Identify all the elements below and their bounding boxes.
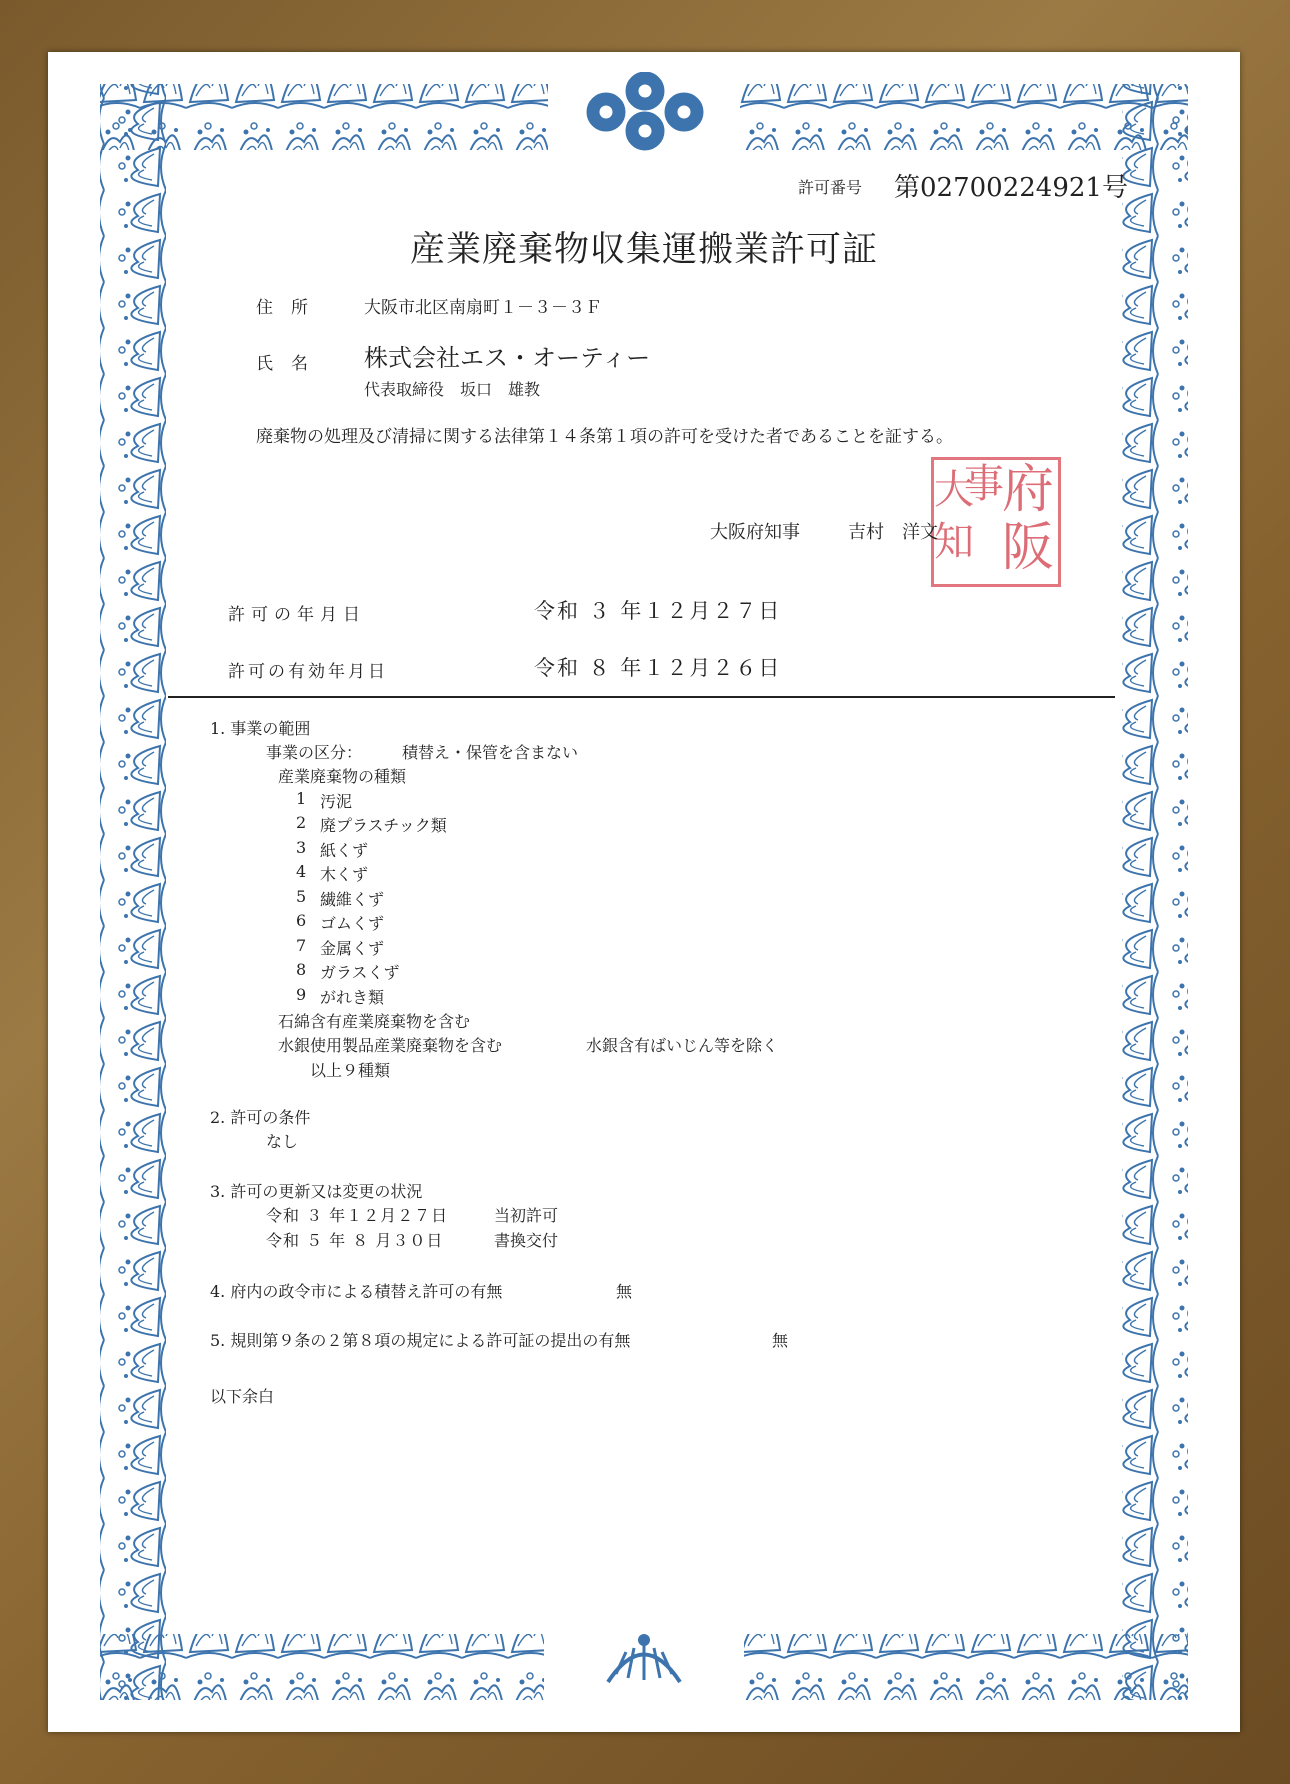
section-divider xyxy=(168,696,1115,698)
waste-item-name: がれき類 xyxy=(320,988,385,1007)
address-label: 住所 xyxy=(256,298,326,318)
name-label: 氏名 xyxy=(256,354,326,374)
business-category-value: 積替え・保管を含まない xyxy=(402,743,579,762)
permit-date-value: 令和 ３ 年１２月２７日 xyxy=(534,599,782,623)
seal-char: 事 xyxy=(964,461,1004,507)
seal-char: 府 xyxy=(1002,460,1055,520)
waste-item-name: ガラスくず xyxy=(320,963,400,982)
waste-item-name: 木くず xyxy=(320,865,369,884)
address-value: 大阪市北区南扇町１－３－３Ｆ xyxy=(364,298,602,318)
waste-item-name: 繊維くず xyxy=(320,890,385,909)
section-heading-conditions: 2. 許可の条件 xyxy=(210,1108,311,1127)
waste-item-number: 1 xyxy=(296,789,307,808)
renewal-date: 令和 ３ 年１２月２７日 xyxy=(266,1206,449,1225)
permit-date-label: 許可の年月日 xyxy=(228,605,366,625)
waste-item-number: 8 xyxy=(296,960,307,979)
waste-types-label: 産業廃棄物の種類 xyxy=(278,767,407,786)
waste-item-number: 7 xyxy=(296,936,307,955)
submission-value: 無 xyxy=(772,1331,789,1350)
waste-item-number: 4 xyxy=(296,862,307,881)
certification-statement: 廃棄物の処理及び清掃に関する法律第１４条第１項の許可を受けた者であることを証する。 xyxy=(256,427,953,447)
waste-total: 以上９種類 xyxy=(310,1061,391,1080)
renewal-note: 当初許可 xyxy=(494,1206,559,1225)
conditions-value: なし xyxy=(266,1132,299,1151)
certificate-paper xyxy=(48,52,1240,1732)
permit-number: 第02700224921号 xyxy=(894,173,1128,203)
representative-name: 代表取締役 坂口 雄教 xyxy=(364,380,541,399)
waste-item-name: 廃プラスチック類 xyxy=(320,816,447,835)
osaka-emblem-icon xyxy=(580,72,710,152)
mercury-product-note: 水銀使用製品産業廃棄物を含む xyxy=(278,1036,503,1055)
expiry-date-label: 許可の有効年月日 xyxy=(228,662,388,682)
waste-item-number: 2 xyxy=(296,813,307,832)
mercury-dust-note: 水銀含有ばいじん等を除く xyxy=(586,1036,779,1055)
asbestos-note: 石綿含有産業廃棄物を含む xyxy=(278,1012,471,1031)
waste-item-name: ゴムくず xyxy=(320,914,385,933)
renewal-date: 令和 ５ 年 ８ 月３０日 xyxy=(266,1231,444,1250)
waste-item-name: 紙くず xyxy=(320,841,369,860)
waste-item-name: 金属くず xyxy=(320,939,385,958)
section-heading-transshipment: 4. 府内の政令市による積替え許可の有無 xyxy=(210,1282,503,1301)
waste-item-number: 5 xyxy=(296,887,307,906)
official-seal xyxy=(931,457,1061,587)
waste-item-name: 汚泥 xyxy=(320,792,353,811)
seal-char: 大 xyxy=(934,467,974,513)
section-heading-submission: 5. 規則第９条の２第８項の規定による許可証の提出の有無 xyxy=(210,1331,631,1350)
business-category-label: 事業の区分： xyxy=(266,743,363,762)
renewal-note: 書換交付 xyxy=(494,1231,559,1250)
section-heading-renewals: 3. 許可の更新又は変更の状況 xyxy=(210,1182,423,1201)
section-heading-scope: 1. 事業の範囲 xyxy=(210,719,311,738)
ornamental-border xyxy=(48,52,1240,1732)
closing-remark: 以下余白 xyxy=(210,1387,275,1406)
issuer-name: 吉村 洋文 xyxy=(848,522,938,543)
permit-number-label: 許可番号 xyxy=(798,178,863,197)
company-name: 株式会社エス・オーティー xyxy=(364,344,651,372)
document-title: 産業廃棄物収集運搬業許可証 xyxy=(410,230,879,270)
seal-char: 阪 xyxy=(1002,518,1055,578)
waste-item-number: 3 xyxy=(296,838,307,857)
expiry-date-value: 令和 ８ 年１２月２６日 xyxy=(534,656,782,680)
waste-item-number: 9 xyxy=(296,985,307,1004)
waste-item-number: 6 xyxy=(296,911,307,930)
transshipment-value: 無 xyxy=(616,1282,633,1301)
seal-char: 知 xyxy=(934,519,974,565)
issuer-title: 大阪府知事 xyxy=(710,522,800,543)
